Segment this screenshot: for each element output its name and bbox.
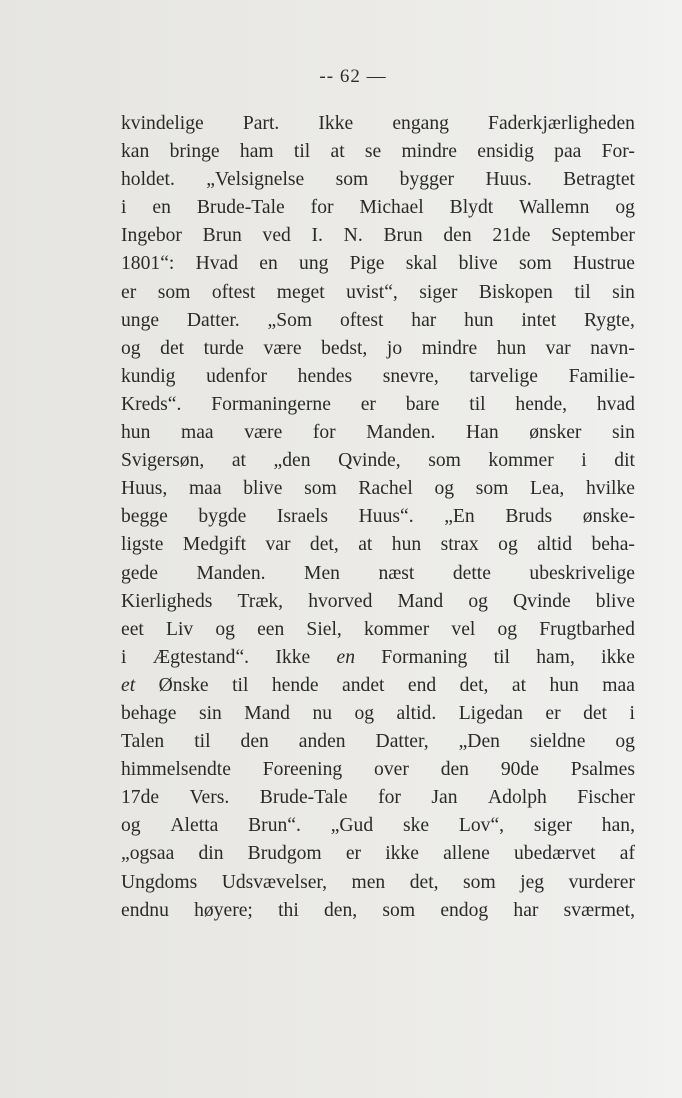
- word: og: [354, 702, 375, 724]
- word: mindre: [401, 141, 457, 163]
- word: Wallemn: [519, 197, 590, 219]
- word: og: [121, 815, 141, 837]
- word: jeg: [520, 871, 545, 893]
- word: eet: [121, 618, 144, 640]
- text-line: [121, 897, 635, 925]
- word: ved: [262, 225, 291, 247]
- word: altid.: [396, 702, 437, 724]
- word: til: [469, 393, 486, 415]
- word: Talen: [121, 731, 165, 753]
- word: „den: [273, 450, 311, 472]
- word: og: [615, 197, 635, 219]
- word: endog: [440, 899, 489, 921]
- word: blive: [243, 478, 283, 500]
- word: ung: [299, 253, 329, 275]
- word: sieldne: [529, 731, 586, 753]
- text-line: [121, 166, 635, 194]
- word: Manden.: [196, 562, 266, 584]
- word: se: [364, 141, 382, 163]
- word: Frugtbarhed: [539, 618, 635, 640]
- word: Psalmes: [570, 759, 635, 781]
- text-line: [121, 250, 635, 278]
- word: ham: [239, 141, 274, 163]
- word: „Gud: [330, 815, 374, 837]
- word: beha-: [591, 534, 635, 556]
- word: til: [493, 646, 510, 668]
- word: [121, 672, 135, 700]
- text-line: [121, 728, 635, 756]
- word: [337, 644, 356, 672]
- word: hende: [271, 674, 319, 696]
- text-line: [121, 335, 635, 363]
- word: Brude-Tale: [196, 197, 285, 219]
- word: paa: [554, 141, 582, 163]
- word: kommer: [488, 450, 554, 472]
- text-line: [121, 588, 635, 616]
- word: og: [121, 337, 141, 359]
- text-line: [121, 447, 635, 475]
- word: tarvelige: [469, 365, 538, 387]
- word: ikke: [385, 843, 419, 865]
- word: Udsvævelser,: [221, 871, 328, 893]
- word: 17de: [121, 787, 160, 809]
- word: gede: [121, 562, 158, 584]
- word: Adolph: [488, 787, 547, 809]
- text-line: [121, 391, 635, 419]
- word: ubedærvet: [513, 843, 596, 865]
- word: kundig: [121, 365, 176, 387]
- italic-word: et: [121, 674, 136, 696]
- word: snevre,: [382, 365, 439, 387]
- word: var: [545, 337, 571, 359]
- word: kommer: [363, 618, 430, 640]
- word: i: [121, 646, 127, 668]
- word: Betragtet: [563, 169, 635, 191]
- word: dit: [614, 450, 635, 472]
- text-line: [121, 840, 635, 868]
- word: som: [335, 169, 369, 191]
- word: skal: [405, 253, 438, 275]
- word: som: [475, 478, 509, 500]
- body-text: [121, 110, 635, 925]
- word: 21de: [492, 225, 531, 247]
- word: er: [360, 393, 376, 415]
- word: Hustrue: [572, 253, 635, 275]
- word: Brun: [202, 225, 242, 247]
- word: være: [263, 337, 302, 359]
- word: det: [583, 702, 607, 724]
- word: uvist“,: [346, 281, 398, 303]
- word: Ægtestand“.: [152, 646, 250, 668]
- text-line: [121, 475, 635, 503]
- word: mindre: [421, 337, 478, 359]
- word: 90de: [500, 759, 539, 781]
- word: Israels: [276, 506, 329, 528]
- word: en: [152, 197, 171, 219]
- word: Brun: [383, 225, 423, 247]
- word: hvorved: [308, 590, 373, 612]
- word: i: [629, 702, 635, 724]
- word: unge: [121, 309, 160, 331]
- word: er: [345, 843, 362, 865]
- text-line: [121, 194, 635, 222]
- word: altid: [537, 534, 572, 556]
- word: af: [619, 843, 635, 865]
- word: hun: [391, 534, 422, 556]
- word: Vers.: [189, 787, 230, 809]
- word: er: [121, 281, 137, 303]
- word: hvilke: [585, 478, 635, 500]
- word: hendes: [297, 365, 353, 387]
- word: „En: [444, 506, 475, 528]
- word: for: [312, 422, 336, 444]
- word: Brun“.: [248, 815, 301, 837]
- word: begge: [121, 506, 168, 528]
- word: ubeskrivelige: [529, 562, 635, 584]
- text-line: [121, 503, 635, 531]
- word: ønske-: [582, 506, 635, 528]
- text-line: [121, 110, 635, 138]
- word: jo: [386, 337, 403, 359]
- word: det,: [459, 674, 489, 696]
- word: næst: [378, 562, 415, 584]
- word: Datter.: [186, 309, 240, 331]
- word: det,: [409, 871, 439, 893]
- text-line: [121, 616, 635, 644]
- word: Manden.: [366, 422, 436, 444]
- text-line: [121, 279, 635, 307]
- word: Qvinde,: [338, 450, 401, 472]
- word: at: [511, 674, 527, 696]
- word: Formaning: [381, 646, 468, 668]
- word: hun: [496, 337, 527, 359]
- word: Huus.: [485, 169, 532, 191]
- text-line: [121, 644, 635, 672]
- word: den: [240, 731, 269, 753]
- word: holdet.: [121, 169, 175, 191]
- word: For-: [601, 141, 635, 163]
- word: til: [293, 141, 311, 163]
- word: Part.: [242, 113, 280, 134]
- word: høyere;: [194, 899, 253, 921]
- word: den: [443, 225, 472, 247]
- word: som: [519, 253, 552, 275]
- text-line: [121, 869, 635, 897]
- word: bedst,: [321, 337, 368, 359]
- word: Foreening: [262, 759, 343, 781]
- word: ensidig: [477, 141, 534, 163]
- word: Rachel: [358, 478, 413, 500]
- word: Brudgom: [247, 843, 322, 865]
- word: anden: [298, 731, 346, 753]
- word: vel: [451, 618, 476, 640]
- word: I.: [311, 225, 323, 247]
- word: meget: [276, 281, 325, 303]
- word: en: [259, 253, 278, 275]
- word: navn-: [590, 337, 635, 359]
- word: Mand: [244, 702, 290, 724]
- word: Lov“,: [458, 815, 505, 837]
- word: Formaningerne: [211, 393, 331, 415]
- word: var: [265, 534, 291, 556]
- word: Mand: [397, 590, 444, 612]
- word: sin: [612, 281, 635, 303]
- text-line: [121, 560, 635, 588]
- word: September: [551, 225, 635, 247]
- word: Ingebor: [121, 225, 182, 247]
- word: sin: [612, 422, 635, 444]
- word: andet: [342, 674, 385, 696]
- word: Qvinde: [513, 590, 571, 612]
- word: himmelsendte: [121, 759, 231, 781]
- word: thi: [278, 899, 299, 921]
- word: Hvad: [195, 253, 239, 275]
- word: Bruds: [505, 506, 553, 528]
- word: til: [232, 674, 249, 696]
- word: det: [160, 337, 185, 359]
- word: maa: [188, 478, 222, 500]
- text-line: [121, 307, 635, 335]
- word: for: [310, 197, 334, 219]
- word: maa: [180, 422, 214, 444]
- word: sværmet,: [563, 899, 635, 921]
- word: Han: [465, 422, 499, 444]
- word: turde: [203, 337, 244, 359]
- word: ham,: [536, 646, 575, 668]
- word: N.: [343, 225, 363, 247]
- text-line: [121, 756, 635, 784]
- word: Aletta: [170, 815, 219, 837]
- word: til: [194, 731, 211, 753]
- word: bare: [405, 393, 440, 415]
- word: som: [382, 899, 416, 921]
- word: blive: [458, 253, 498, 275]
- word: Træk,: [237, 590, 284, 612]
- text-line: [121, 672, 635, 700]
- word: over: [374, 759, 409, 781]
- word: Ungdoms: [121, 871, 198, 893]
- text-line: [121, 419, 635, 447]
- word: som: [157, 281, 191, 303]
- word: endnu: [121, 899, 169, 921]
- word: hun: [464, 309, 494, 331]
- word: Ikke: [275, 646, 311, 668]
- word: hun: [549, 674, 579, 696]
- word: Jan: [431, 787, 458, 809]
- word: bygger: [399, 169, 455, 191]
- word: oftest: [211, 281, 256, 303]
- word: behage: [121, 702, 177, 724]
- word: og: [498, 534, 518, 556]
- word: i: [121, 197, 127, 219]
- word: være: [244, 422, 283, 444]
- word: den: [440, 759, 469, 781]
- word: har: [411, 309, 437, 331]
- word: at: [330, 141, 345, 163]
- word: nu: [312, 702, 333, 724]
- word: det,: [309, 534, 339, 556]
- word: udenfor: [206, 365, 268, 387]
- word: „Den: [458, 731, 500, 753]
- word: Blydt: [449, 197, 494, 219]
- word: Familie-: [568, 365, 635, 387]
- word: Huus“.: [358, 506, 414, 528]
- word: hvad: [596, 393, 635, 415]
- word: 1801“:: [121, 253, 175, 275]
- word: din: [198, 843, 224, 865]
- word: end: [407, 674, 437, 696]
- word: Ønske: [158, 674, 209, 696]
- word: „ogsaa: [121, 843, 175, 865]
- word: siger: [419, 281, 458, 303]
- word: Men: [304, 562, 340, 584]
- word: Fischer: [577, 787, 635, 809]
- text-line: [121, 531, 635, 559]
- word: Liv: [165, 618, 194, 640]
- word: Lea,: [530, 478, 565, 500]
- word: blive: [595, 590, 635, 612]
- word: Ligedan: [458, 702, 523, 724]
- word: strax: [440, 534, 479, 556]
- word: som: [304, 478, 337, 500]
- word: ønsker: [529, 422, 582, 444]
- text-line: [121, 363, 635, 391]
- word: og: [615, 731, 635, 753]
- word: som: [463, 871, 496, 893]
- word: Medgift: [182, 534, 247, 556]
- word: ske: [402, 815, 430, 837]
- word: intet: [521, 309, 557, 331]
- word: at: [358, 534, 373, 556]
- word: Faderkjærligheden: [488, 113, 635, 134]
- word: maa: [602, 674, 635, 696]
- word: Michael: [359, 197, 424, 219]
- word: hun: [121, 422, 151, 444]
- word: siger: [533, 815, 572, 837]
- word: er: [545, 702, 561, 724]
- word: ligste: [121, 534, 164, 556]
- word: Ikke: [318, 113, 354, 134]
- text-line: [121, 784, 635, 812]
- word: men: [351, 871, 386, 893]
- word: som: [428, 450, 461, 472]
- page-number: -- 62 —: [319, 66, 387, 87]
- word: sin: [198, 702, 222, 724]
- word: at: [231, 450, 246, 472]
- word: kvindelige: [121, 113, 204, 134]
- word: hende,: [515, 393, 568, 415]
- word: Kreds“.: [121, 393, 182, 415]
- word: bringe: [169, 141, 220, 163]
- word: den,: [324, 899, 358, 921]
- word: Rygte,: [583, 309, 635, 331]
- word: ikke: [601, 646, 635, 668]
- word: Datter,: [375, 731, 429, 753]
- word: og: [434, 478, 455, 500]
- text-line: [121, 138, 635, 166]
- text-line: [121, 222, 635, 250]
- word: bygde: [198, 506, 247, 528]
- word: han,: [601, 815, 635, 837]
- word: Kierligheds: [121, 590, 213, 612]
- text-line: [121, 812, 635, 840]
- text-line: [121, 700, 635, 728]
- word: dette: [452, 562, 491, 584]
- word: Biskopen: [478, 281, 553, 303]
- word: oftest: [339, 309, 384, 331]
- word: engang: [392, 113, 449, 134]
- word: Svigersøn,: [121, 450, 205, 472]
- word: Huus,: [121, 478, 168, 500]
- word: i: [581, 450, 587, 472]
- word: vurderer: [568, 871, 635, 893]
- word: til: [574, 281, 591, 303]
- word: Brude-Tale: [259, 787, 348, 809]
- word: Siel,: [306, 618, 342, 640]
- word: kan: [121, 141, 150, 163]
- word: og: [468, 590, 488, 612]
- word: „Velsignelse: [206, 169, 305, 191]
- italic-word: en: [336, 646, 355, 668]
- word: een: [257, 618, 285, 640]
- word: har: [513, 899, 539, 921]
- word: allene: [443, 843, 490, 865]
- word: og: [215, 618, 235, 640]
- word: og: [497, 618, 518, 640]
- word: Pige: [349, 253, 385, 275]
- word: „Som: [267, 309, 313, 331]
- word: for: [378, 787, 401, 809]
